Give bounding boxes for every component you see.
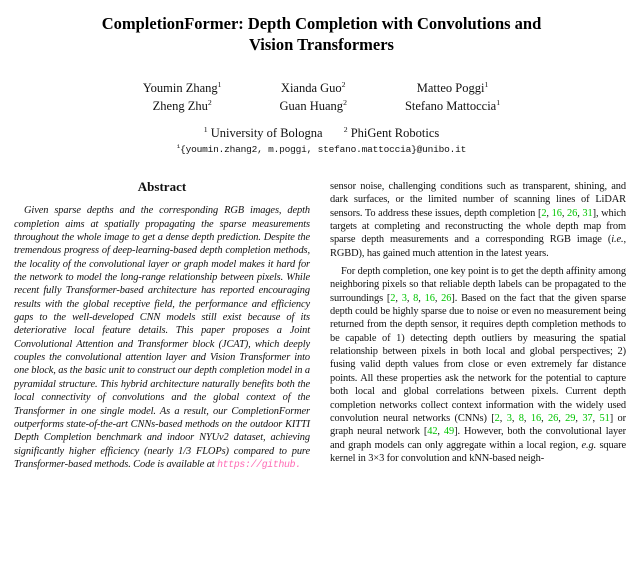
citation-ref[interactable]: 3 [506, 412, 512, 424]
citation-ref[interactable]: 37 [582, 412, 593, 424]
affiliation: $^1$ University of Bologna [203, 124, 323, 140]
citation-ref[interactable]: 8 [518, 412, 524, 424]
text-segment: , [406, 292, 414, 304]
text-segment: i.e. [611, 234, 624, 246]
text-segment: ], which targets at completing and reconstructing the whole depth map from sparse depth measurements and a corresponding RGB image ( [330, 207, 627, 246]
author-affiliation-mark: 2 [207, 97, 212, 107]
author-name: Zheng Zhu$^2$ [152, 97, 212, 113]
author-affiliation-mark: 2 [343, 97, 347, 107]
citation-ref[interactable]: 42 [427, 426, 438, 438]
text-segment: sensor noise, challenging conditions such as transparent, shining, and dark surfaces, or the limited number of scanning lines of LiDAR sensors. To address these issues, depth completion [ [330, 181, 626, 219]
author-affiliation-mark: 2 [341, 79, 346, 89]
code-repository-link[interactable]: https://github. [217, 458, 301, 470]
author-affiliation-mark: 1 [217, 79, 222, 89]
citation-ref[interactable]: 26 [548, 412, 559, 424]
citation-ref[interactable]: 26 [441, 292, 452, 304]
text-segment: Given sparse depths and the corresponding RGB images, depth completion aims at spatially propagating the sparse measurements throughout the whole image to get a dense depth prediction. Despite the tremendous progress of deep-learning-based depth completion methods, the locality of the convolutional layer or graph model makes it hard for the network to model the long-range relationship between pixels. While recent fully Transformer-based architecture has reported encouraging results with the global receptive field, the performance and efficiency gaps to the well-developed CNN models still exist because of its deteriorative local feature details. This paper proposes a Joint Convolutional Attention and Transformer block (JCAT), which deeply couples the convolutional attention layer and Vision Transformer into one block, as the basic unit to construct our depth completion model in a pyramidal structure. This hybrid architecture naturally benefits both the local connectivity of convolutions and the global context of the Transformer in one single model. As a result, our CompletionFormer outperforms state-of-the-art CNNs-based methods on the outdoor KITTI Depth Completion benchmark and indoor NYUv2 dataset, achieving significantly higher efficiency (nearly 1/3 FLOPs) compared to pure Transformer-based methods. Code is available at [14, 205, 310, 470]
author-name: Guan Huang$^2$ [279, 97, 347, 113]
author-name: Xianda Guo$^2$ [280, 79, 346, 95]
author-affiliation-mark: 1 [484, 79, 489, 89]
body-paragraph [330, 265, 626, 465]
citation-ref[interactable]: 29 [565, 412, 576, 424]
citation-ref[interactable]: 26 [567, 207, 578, 219]
text-segment: square kernel in 3×3 for convolution and kNN-based neigh- [330, 439, 626, 464]
paper-title-line-1: CompletionFormer: Depth Completion with Convolutions and [101, 14, 542, 33]
citation-ref[interactable]: 16 [530, 412, 542, 424]
text-segment: For depth completion, one key point is to get the depth affinity among neighboring pixels so that reliable depth labels can be propagated to the surroundings [ [330, 266, 626, 304]
text-segment: , [395, 292, 402, 304]
affiliations-line [0, 126, 643, 141]
text-segment: , [575, 412, 583, 424]
citation-ref[interactable]: 2 [494, 412, 500, 424]
citation-ref[interactable]: 2 [541, 207, 547, 219]
author-emails: $^1${youmin.zhang2, m.poggi, stefano.mattoccia}@unibo.it [176, 142, 467, 155]
author-name: Matteo Poggi$^1$ [416, 79, 489, 95]
body-paragraph [330, 180, 626, 260]
text-segment: , [434, 292, 442, 304]
abstract-paragraph [14, 204, 310, 471]
text-segment: ]. Based on the fact that the given sparse depth could be highly sparse due to noise or even no measurement being returned from the depth sensor, it requires depth completion methods to be capable of 1) detecting depth outliers by measuring the spatial relationship between pixels in both local and global perspectives; 2) fusing valid depth values from close or even extremely far distance points. All these properties ask the network for the potential to capture both local and global correlations between pixels. Current depth completion networks collect context information with the widely used convolution neural networks (CNNs) [ [330, 292, 627, 424]
text-segment: , [546, 207, 552, 219]
citation-ref[interactable]: 51 [599, 412, 610, 424]
authors-block [0, 80, 643, 115]
citation-ref[interactable]: 3 [401, 292, 407, 304]
paper-title [0, 13, 643, 55]
affiliation: $^2$ PhiGent Robotics [343, 124, 440, 140]
text-segment: , [541, 412, 549, 424]
text-segment: , [592, 412, 600, 424]
text-segment: ] or graph neural network [ [330, 412, 626, 438]
citation-ref[interactable]: 16 [551, 207, 562, 219]
text-segment: , [558, 412, 566, 424]
text-segment: , [499, 412, 507, 424]
author-affiliation-mark: 1 [496, 97, 501, 107]
author-name: Youmin Zhang$^1$ [142, 79, 222, 95]
right-column [330, 180, 626, 568]
author-name: Stefano Mattoccia$^1$ [404, 97, 501, 113]
citation-ref[interactable]: 2 [390, 292, 396, 304]
abstract-heading: Abstract [137, 180, 187, 194]
text-segment: , [561, 207, 567, 219]
text-segment: , RGBD), has gained much attention in the latest years. [330, 234, 626, 259]
text-segment: ]. However, both the convolutional layer and graph models can only aggregate within a local region, [330, 426, 626, 451]
left-column [14, 180, 310, 568]
text-segment: , [577, 207, 583, 219]
citation-ref[interactable]: 31 [582, 207, 593, 219]
text-segment: , [418, 292, 425, 304]
text-segment: , [511, 412, 519, 424]
paper-title-line-2: Vision Transformers [249, 35, 394, 54]
text-segment: , [523, 412, 531, 424]
two-column-body [0, 180, 643, 568]
citation-ref[interactable]: 8 [413, 292, 419, 304]
citation-ref[interactable]: 16 [424, 292, 435, 304]
citation-ref[interactable]: 49 [443, 426, 455, 438]
paper-header [0, 0, 643, 155]
text-segment: e.g. [581, 439, 597, 451]
text-segment: , [437, 426, 444, 438]
